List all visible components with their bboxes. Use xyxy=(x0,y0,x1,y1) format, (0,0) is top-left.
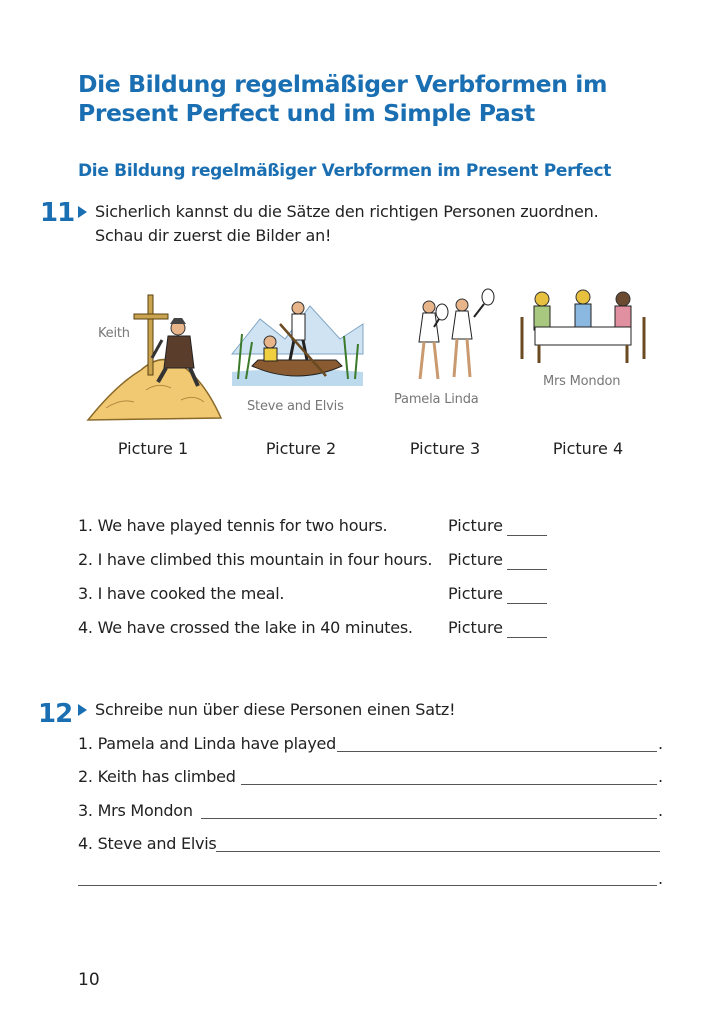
picture-label-4: Picture 4 xyxy=(552,439,624,458)
answer-blank-3[interactable] xyxy=(507,603,547,604)
answer-blank-1[interactable] xyxy=(507,535,547,536)
picture-label-3: Picture 3 xyxy=(409,439,481,458)
exercise-12-instruction: Schreibe nun über diese Personen einen Satz! xyxy=(95,700,456,719)
page-title: Die Bildung regelmäßiger Verbformen im Present Perfect und im Simple Past xyxy=(78,70,608,127)
picture-word-1: Picture xyxy=(448,516,504,535)
exercise-11-instruction-line1: Sicherlich kannst du die Sätze den richtigen Personen zuordnen. xyxy=(95,202,599,221)
sentence-1: 1. We have played tennis for two hours. xyxy=(78,516,388,535)
picture-word-4: Picture xyxy=(448,618,504,637)
sentence-4: 4. We have crossed the lake in 40 minutes. xyxy=(78,618,413,637)
exercise-11-instruction-line2: Schau dir zuerst die Bilder an! xyxy=(95,226,332,245)
rowing-boat-illustration xyxy=(230,294,365,394)
picture-label-2: Picture 2 xyxy=(265,439,337,458)
prompt-3: 3. Mrs Mondon xyxy=(78,801,193,820)
picture-word-2: Picture xyxy=(448,550,504,569)
dinner-table-illustration xyxy=(517,287,649,367)
write-line-3[interactable] xyxy=(201,818,657,819)
period-1: . xyxy=(658,734,664,753)
caption-mrs-mondon: Mrs Mondon xyxy=(543,374,621,389)
caption-steve-elvis: Steve and Elvis xyxy=(247,399,344,414)
picture-word-3: Picture xyxy=(448,584,504,603)
play-arrow-icon xyxy=(78,704,87,716)
sentence-3: 3. I have cooked the meal. xyxy=(78,584,285,603)
exercise-12-number: 12 xyxy=(38,699,73,729)
play-arrow-icon xyxy=(78,206,87,218)
caption-keith: Keith xyxy=(98,326,130,341)
answer-blank-4[interactable] xyxy=(507,637,547,638)
period-2: . xyxy=(658,767,664,786)
section-subtitle: Die Bildung regelmäßiger Verbformen im Present Perfect xyxy=(78,161,612,181)
caption-pamela-linda: Pamela Linda xyxy=(394,392,479,407)
sentence-2: 2. I have climbed this mountain in four hours. xyxy=(78,550,433,569)
prompt-4: 4. Steve and Elvis xyxy=(78,834,217,853)
exercise-11-number: 11 xyxy=(40,198,75,228)
write-line-5[interactable] xyxy=(78,885,657,886)
mountain-climber-illustration xyxy=(86,290,228,430)
prompt-1: 1. Pamela and Linda have played xyxy=(78,734,337,753)
page-number: 10 xyxy=(78,970,100,990)
period-5: . xyxy=(658,869,664,888)
write-line-1[interactable] xyxy=(337,751,657,752)
period-3: . xyxy=(658,801,664,820)
answer-blank-2[interactable] xyxy=(507,569,547,570)
picture-label-1: Picture 1 xyxy=(117,439,189,458)
write-line-2[interactable] xyxy=(241,784,657,785)
tennis-players-illustration xyxy=(404,287,500,387)
prompt-2: 2. Keith has climbed xyxy=(78,767,236,786)
write-line-4[interactable] xyxy=(216,851,660,852)
